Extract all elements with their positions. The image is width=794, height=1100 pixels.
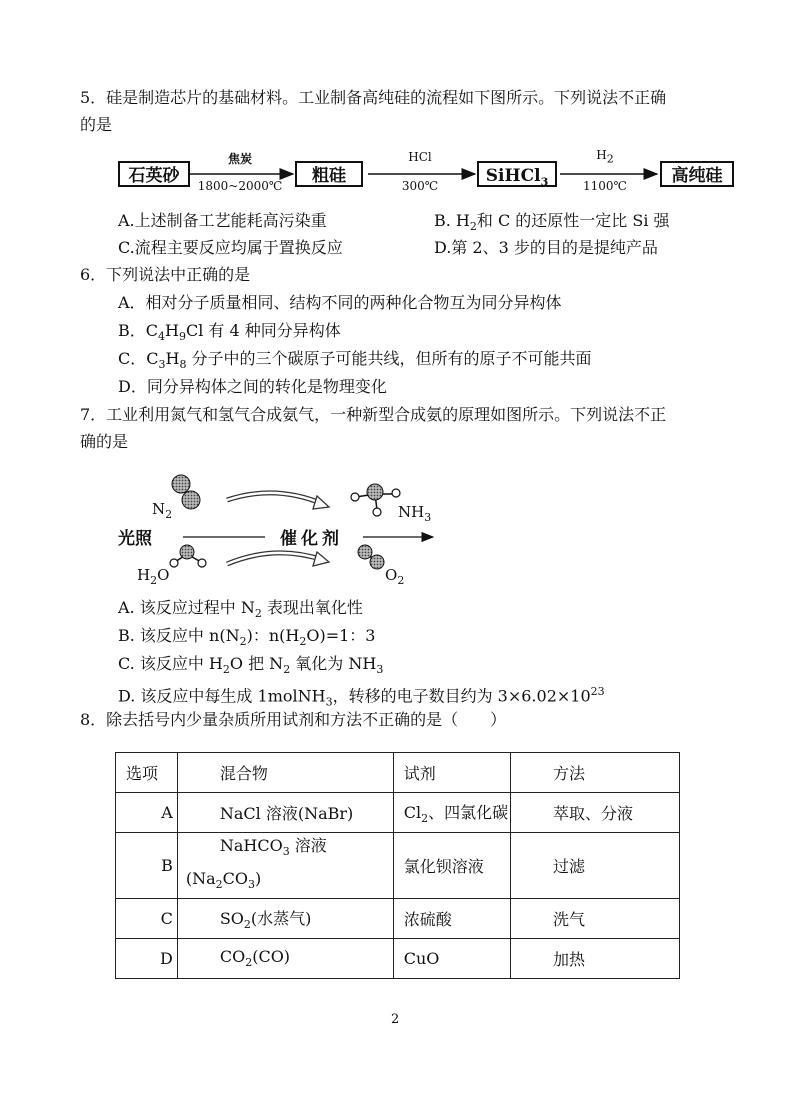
row-c-reagent: 浓硫酸 [393, 899, 510, 939]
q7-option-a: A. 该反应过程中 $N_2$ 表现出氧化性 [118, 598, 363, 621]
row-a-option: A [116, 793, 178, 833]
q8-table [115, 752, 680, 979]
table-row [116, 793, 680, 833]
o2-atom-1-icon [358, 545, 372, 559]
flow-arrow1-bottom: 1800~2000℃ [197, 179, 283, 193]
header-reagent: 试剂 [393, 753, 510, 793]
upper-arrow-head-icon [313, 496, 329, 509]
row-a-method: 萃取、分液 [510, 793, 679, 833]
row-d-option: D [116, 939, 178, 979]
o2-atom-2-icon [370, 555, 384, 569]
q5-option-b: B. $H_2$和 C 的还原性一定比 Si 强 [434, 211, 670, 234]
row-c-option: C [116, 899, 178, 939]
row-b-method: 过滤 [510, 833, 679, 899]
row-b-option: B [116, 833, 178, 899]
q5-option-d: D.第 2、3 步的目的是提纯产品 [434, 238, 658, 257]
table-row [116, 833, 680, 899]
table-row [116, 899, 680, 939]
flow-box-crude-si: 粗硅 [295, 161, 363, 187]
label-h2o: $H_2O$ [137, 566, 170, 587]
nh3-n-atom-icon [367, 484, 383, 500]
q5-stem-line1: 5．硅是制造芯片的基础材料。工业制备高纯硅的流程如下图所示。下列说法不正确 [80, 88, 667, 107]
table-header-row [116, 753, 680, 793]
flow-arrow2-bottom: 300℃ [401, 179, 439, 193]
q7-stem-line1: 7．工业利用氮气和氢气合成氨气，一种新型合成氨的原理如图所示。下列说法不正 [80, 405, 667, 424]
n2-atom-2-icon [182, 491, 200, 509]
table-row [116, 939, 680, 979]
q6-option-b: B．$C_4H_9Cl$ 有 4 种同分异构体 [118, 321, 341, 344]
row-d-method: 加热 [510, 939, 679, 979]
q6-option-d: D．同分异构体之间的转化是物理变化 [118, 377, 387, 396]
flow-box-quartz: 石英砂 [118, 161, 190, 187]
q7-option-d: D. 该反应中每生成 1molNH$_3$，转移的电子数目约为 $3\times 6.02\times 10^{23}$ [118, 685, 605, 709]
flow-arrow2-top: HCl [408, 150, 432, 164]
label-n2: $N_2$ [152, 500, 173, 521]
q7-stem-line2: 确的是 [80, 432, 129, 451]
header-mixture: 混合物 [177, 753, 393, 793]
row-d-reagent: CuO [393, 939, 510, 979]
flow-arrow3-bottom: 1100℃ [583, 179, 627, 193]
label-o2: $O_2$ [385, 566, 405, 587]
q7-option-c: C. 该反应中 $H_2O$ 把 $N_2$ 氧化为 $NH_3$ [118, 654, 384, 677]
row-a-mixture: NaCl 溶液(NaBr) [177, 793, 393, 833]
q5-option-c: C.流程主要反应均属于置换反应 [118, 238, 343, 257]
label-nh3: $NH_3$ [398, 503, 432, 524]
q6-option-c: C．$C_3H_8$ 分子中的三个碳原子可能共线，但所有的原子不可能共面 [118, 349, 592, 372]
flow-box-pure-si: 高纯硅 [660, 161, 734, 187]
q5-option-a: A.上述制备工艺能耗高污染重 [118, 211, 327, 230]
header-option: 选项 [116, 753, 178, 793]
n2-atom-1-icon [172, 475, 190, 493]
q6-stem: 6．下列说法中正确的是 [80, 265, 251, 284]
flow-arrow3-top: $H_2$ [596, 148, 614, 166]
q8-stem: 8．除去括号内少量杂质所用试剂和方法不正确的是（ ） [80, 710, 507, 729]
row-b-reagent: 氯化钡溶液 [393, 833, 510, 899]
h2o-o-atom-icon [180, 545, 194, 559]
q6-option-a: A．相对分子质量相同、结构不同的两种化合物互为同分异构体 [118, 293, 562, 312]
row-b-mixture: NaHCO$_3$ 溶液 $(Na_2CO_3)$ [177, 833, 393, 899]
label-catalyst: 催化剂 [280, 529, 343, 549]
lower-arrow-head-icon [313, 552, 329, 566]
row-c-method: 洗气 [510, 899, 679, 939]
flow-arrow1-top: 焦炭 [227, 152, 252, 166]
q5-stem-line2: 的是 [80, 115, 113, 134]
q7-option-b: B. 该反应中 $n(N_2)$：$n(H_2O)=1$：3 [118, 626, 376, 649]
row-d-mixture: $CO_2(CO)$ [177, 939, 393, 979]
row-a-reagent: $Cl_2$、四氯化碳 [393, 793, 510, 833]
header-method: 方法 [510, 753, 679, 793]
page-number: 2 [391, 1012, 400, 1027]
flow-box-sihcl3: SiHCl$_3$ [477, 161, 557, 187]
row-c-mixture: $SO_2$(水蒸气) [177, 899, 393, 939]
label-light: 光照 [118, 529, 152, 549]
